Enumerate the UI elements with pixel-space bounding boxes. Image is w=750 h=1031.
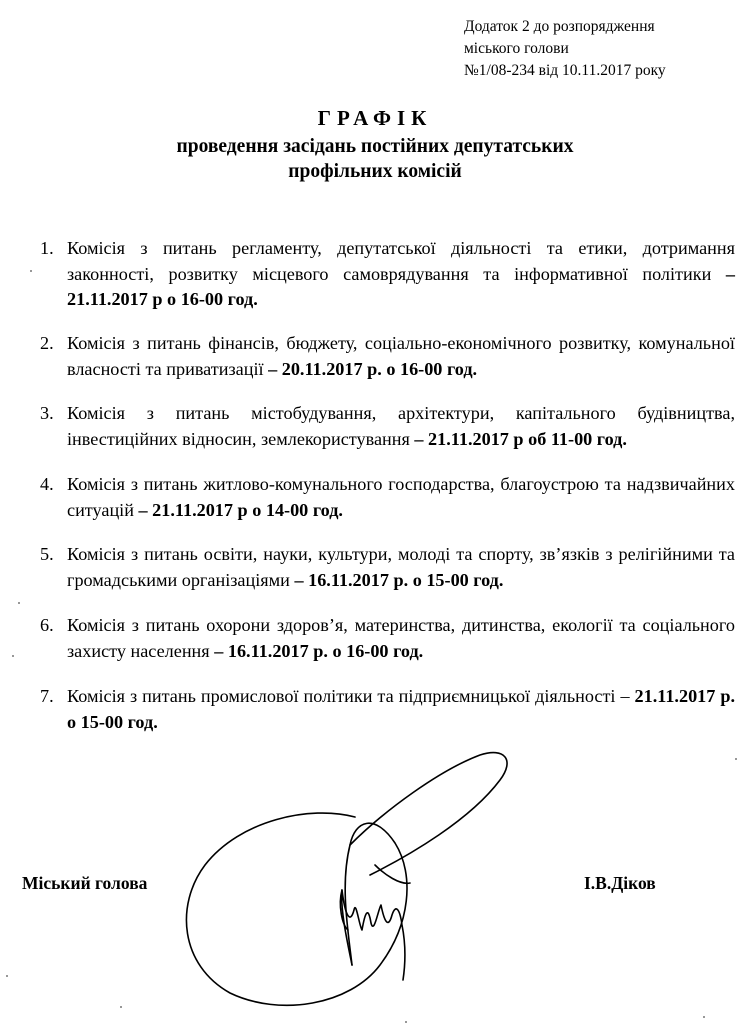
addendum-note bbox=[464, 16, 666, 82]
list-item bbox=[40, 236, 735, 313]
list-item bbox=[40, 472, 735, 523]
item-date: 21.11.2017 р. о 15-00 год. bbox=[67, 686, 735, 732]
signatory-name: І.В.Діков bbox=[584, 873, 656, 893]
item-number: 7. bbox=[40, 686, 54, 706]
signatory-position: Міський голова bbox=[22, 873, 148, 893]
document-title: ГРАФІК bbox=[317, 106, 433, 130]
list-item bbox=[40, 331, 735, 382]
addendum-line-2: міського голови bbox=[464, 40, 569, 57]
commission-list bbox=[40, 236, 735, 732]
item-number: 2. bbox=[40, 333, 54, 353]
addendum-line-3: №1/08-234 від 10.11.2017 року bbox=[464, 62, 666, 79]
item-date: – 20.11.2017 р. о 16-00 год. bbox=[268, 358, 478, 379]
list-item bbox=[40, 613, 735, 664]
item-date: – 16.11.2017 р. о 16-00 год. bbox=[214, 640, 424, 661]
item-text: Комісія з питань регламенту, депутатської діяльності та етики, дотримання законності, розвитку місцевого самоврядування та інформативної політики bbox=[67, 238, 735, 284]
item-text: Комісія з питань освіти, науки, культури, молоді та спорту, зв’язків з релігійними та громадськими організаціями bbox=[67, 544, 735, 590]
item-number: 4. bbox=[40, 474, 54, 494]
item-number: 1. bbox=[40, 238, 54, 258]
list-item bbox=[40, 401, 735, 452]
addendum-line-1: Додаток 2 до розпорядження bbox=[464, 18, 655, 35]
item-number: 3. bbox=[40, 403, 54, 423]
item-text: Комісія з питань охорони здоров’я, материнства, дитинства, екології та соціального захисту населення bbox=[67, 615, 735, 661]
item-date: – 16.11.2017 р. о 15-00 год. bbox=[294, 569, 504, 590]
item-text: Комісія з питань житлово-комунального господарства, благоустрою та надзвичайних ситуацій bbox=[67, 474, 735, 520]
item-text: Комісія з питань фінансів, бюджету, соціально-економічного розвитку, комунальної власності та приватизації bbox=[67, 333, 735, 379]
document-subtitle-line-1: проведення засідань постійних депутатських bbox=[176, 136, 574, 157]
list-item bbox=[40, 542, 735, 593]
handwritten-signature bbox=[170, 725, 530, 1025]
item-text: Комісія з питань містобудування, архітектури, капітального будівництва, інвестиційних відносин, землекористування bbox=[67, 403, 735, 449]
item-number: 6. bbox=[40, 615, 54, 635]
item-date: – 21.11.2017 р о 16-00 год. bbox=[67, 263, 735, 309]
document-subtitle-line-2: профільних комісій bbox=[288, 161, 462, 182]
item-date: – 21.11.2017 р об 11-00 год. bbox=[414, 428, 627, 449]
item-number: 5. bbox=[40, 544, 54, 564]
item-date: – 21.11.2017 р о 14-00 год. bbox=[138, 499, 343, 520]
item-text: Комісія з питань промислової політики та підприємницької діяльності – bbox=[67, 686, 635, 706]
